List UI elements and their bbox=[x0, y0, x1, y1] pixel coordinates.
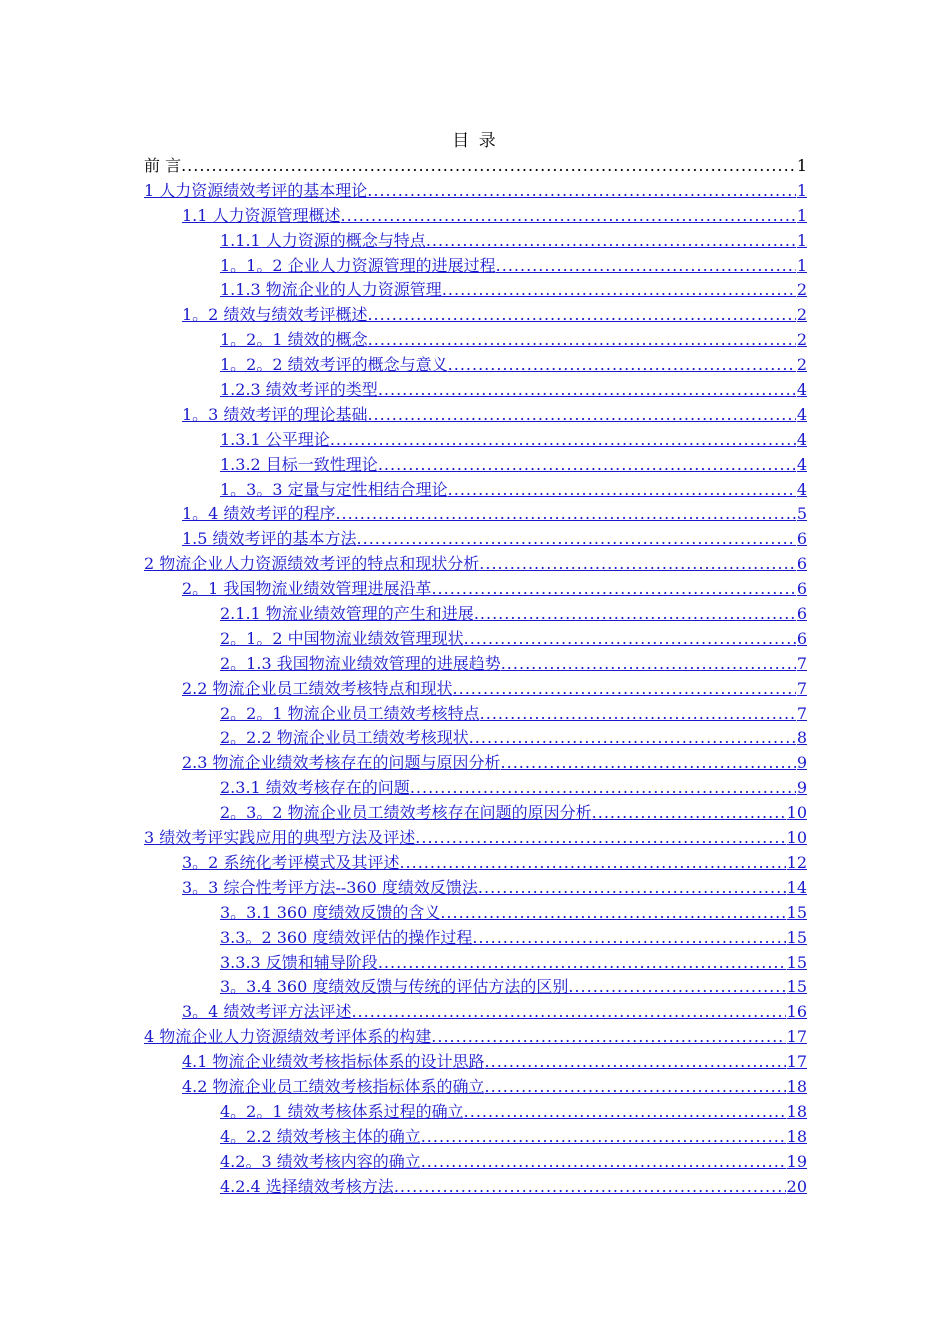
toc-entry-label: 3。3.1 360 度绩效反馈的含义 bbox=[220, 902, 441, 922]
dot-leader bbox=[501, 652, 796, 677]
toc-entry-label: 2。2.2 物流企业员工绩效考核现状 bbox=[220, 728, 469, 748]
toc-entry[interactable] bbox=[144, 1000, 807, 1025]
toc-entry[interactable] bbox=[144, 1050, 807, 1075]
toc-entry[interactable] bbox=[144, 1175, 807, 1200]
toc-entry[interactable] bbox=[144, 801, 807, 826]
toc-entry[interactable] bbox=[144, 826, 807, 851]
toc-entry[interactable] bbox=[144, 453, 807, 478]
toc-entry-label: 1.5 绩效考评的基本方法 bbox=[182, 529, 357, 549]
dot-leader bbox=[478, 876, 786, 901]
toc-entry-page-number: 7 bbox=[796, 703, 807, 723]
toc-entry-page-number: 1 bbox=[796, 230, 807, 250]
toc-entry[interactable] bbox=[144, 975, 807, 1000]
dot-leader bbox=[181, 154, 796, 179]
toc-entry-label: 3.3。2 360 度绩效评估的操作过程 bbox=[220, 927, 473, 947]
toc-entry-label: 4.2 物流企业员工绩效考核指标体系的确立 bbox=[182, 1076, 485, 1096]
toc-entry-label: 3.3.3 反馈和辅导阶段 bbox=[220, 952, 378, 972]
toc-entry[interactable] bbox=[144, 328, 807, 353]
toc-entry-label: 4.2.4 选择绩效考核方法 bbox=[220, 1176, 394, 1196]
toc-entry-page-number: 16 bbox=[786, 1002, 807, 1022]
toc-entry-label: 1。4 绩效考评的程序 bbox=[182, 504, 336, 524]
toc-entry bbox=[144, 154, 807, 179]
toc-entry[interactable] bbox=[144, 577, 807, 602]
toc-entry-page-number: 1 bbox=[796, 255, 807, 275]
toc-entry[interactable] bbox=[144, 552, 807, 577]
toc-entry-label: 前 言 bbox=[144, 156, 182, 175]
toc-entry-page-number: 4 bbox=[796, 380, 807, 400]
toc-entry-page-number: 4 bbox=[796, 429, 807, 449]
dot-leader bbox=[421, 1125, 786, 1150]
dot-leader bbox=[464, 627, 796, 652]
toc-entry-page-number: 9 bbox=[796, 778, 807, 798]
dot-leader bbox=[368, 328, 796, 353]
dot-leader bbox=[378, 951, 786, 976]
toc-entry-label: 3。3.4 360 度绩效反馈与传统的评估方法的区别 bbox=[220, 977, 569, 997]
toc-entry[interactable] bbox=[144, 254, 807, 279]
dot-leader bbox=[485, 1075, 786, 1100]
toc-entry-page-number: 18 bbox=[786, 1126, 807, 1146]
toc-entry-page-number: 20 bbox=[786, 1176, 807, 1196]
toc-entry-page-number: 7 bbox=[796, 678, 807, 698]
toc-entry-label: 2。1 我国物流业绩效管理进展沿革 bbox=[182, 579, 432, 599]
toc-entry-label: 1.2.3 绩效考评的类型 bbox=[220, 380, 378, 400]
toc-entry-label: 1。3 绩效考评的理论基础 bbox=[182, 404, 368, 424]
toc-entry-page-number: 12 bbox=[786, 852, 807, 872]
toc-entry-page-number: 10 bbox=[786, 828, 807, 848]
dot-leader bbox=[335, 502, 795, 527]
toc-entry-page-number: 17 bbox=[786, 1052, 807, 1072]
toc-entry-page-number: 8 bbox=[796, 728, 807, 748]
toc-entry[interactable] bbox=[144, 204, 807, 229]
dot-leader bbox=[351, 1000, 785, 1025]
dot-leader bbox=[431, 1025, 785, 1050]
dot-leader bbox=[426, 229, 796, 254]
toc-entry-page-number: 2 bbox=[796, 280, 807, 300]
toc-entry-label: 1。1。2 企业人力资源管理的进展过程 bbox=[220, 255, 496, 275]
toc-entry-page-number: 9 bbox=[796, 753, 807, 773]
toc-entry-page-number: 6 bbox=[796, 628, 807, 648]
dot-leader bbox=[469, 726, 796, 751]
toc-entry-page-number: 1 bbox=[796, 205, 807, 225]
toc-entry-label: 2.2 物流企业员工绩效考核特点和现状 bbox=[182, 678, 453, 698]
toc-entry-page-number: 2 bbox=[796, 355, 807, 375]
toc-entry-label: 2 物流企业人力资源绩效考评的特点和现状分析 bbox=[144, 554, 480, 574]
toc-entry-page-number: 2 bbox=[796, 305, 807, 325]
toc-entry-page-number: 4 bbox=[796, 479, 807, 499]
dot-leader bbox=[431, 577, 795, 602]
dot-leader bbox=[367, 403, 795, 428]
dot-leader bbox=[485, 1050, 786, 1075]
toc-entry-page-number: 1 bbox=[796, 180, 807, 200]
toc-entry[interactable] bbox=[144, 353, 807, 378]
toc-entry[interactable] bbox=[144, 378, 807, 403]
dot-leader bbox=[472, 926, 785, 951]
dot-leader bbox=[474, 602, 796, 627]
dot-leader bbox=[378, 453, 796, 478]
toc-entry[interactable] bbox=[144, 179, 807, 204]
toc-entry-page-number: 1 bbox=[796, 156, 807, 175]
toc-entry-page-number: 15 bbox=[786, 927, 807, 947]
toc-entry-page-number: 6 bbox=[796, 579, 807, 599]
toc-entry-label: 3。2 系统化考评模式及其评述 bbox=[182, 852, 400, 872]
toc-entry-label: 2。2。1 物流企业员工绩效考核特点 bbox=[220, 703, 480, 723]
dot-leader bbox=[480, 702, 796, 727]
dot-leader bbox=[421, 1150, 786, 1175]
dot-leader bbox=[330, 428, 796, 453]
toc-entry[interactable] bbox=[144, 652, 807, 677]
table-of-contents bbox=[144, 154, 807, 1199]
toc-entry[interactable] bbox=[144, 926, 807, 951]
dot-leader bbox=[357, 527, 796, 552]
toc-entry[interactable] bbox=[144, 751, 807, 776]
toc-entry-page-number: 5 bbox=[796, 504, 807, 524]
toc-entry-page-number: 6 bbox=[796, 529, 807, 549]
toc-entry-page-number: 18 bbox=[786, 1076, 807, 1096]
toc-entry-label: 1.3.1 公平理论 bbox=[220, 429, 330, 449]
dot-leader bbox=[440, 901, 785, 926]
toc-entry-page-number: 14 bbox=[786, 877, 807, 897]
toc-entry-label: 4.2。3 绩效考核内容的确立 bbox=[220, 1151, 421, 1171]
toc-entry-page-number: 19 bbox=[786, 1151, 807, 1171]
toc-entry[interactable] bbox=[144, 1100, 807, 1125]
dot-leader bbox=[592, 801, 786, 826]
toc-entry-label: 2.3.1 绩效考核存在的问题 bbox=[220, 778, 410, 798]
toc-entry-label: 3。4 绩效考评方法评述 bbox=[182, 1002, 352, 1022]
toc-entry-page-number: 7 bbox=[796, 653, 807, 673]
toc-entry-page-number: 4 bbox=[796, 454, 807, 474]
toc-entry-page-number: 18 bbox=[786, 1101, 807, 1121]
dot-leader bbox=[378, 378, 796, 403]
toc-entry[interactable] bbox=[144, 702, 807, 727]
toc-entry-page-number: 17 bbox=[786, 1027, 807, 1047]
toc-entry[interactable] bbox=[144, 1075, 807, 1100]
toc-entry[interactable] bbox=[144, 776, 807, 801]
toc-entry[interactable] bbox=[144, 403, 807, 428]
toc-entry[interactable] bbox=[144, 627, 807, 652]
dot-leader bbox=[448, 478, 796, 503]
toc-entry[interactable] bbox=[144, 428, 807, 453]
toc-entry[interactable] bbox=[144, 527, 807, 552]
toc-entry[interactable] bbox=[144, 876, 807, 901]
toc-entry[interactable] bbox=[144, 278, 807, 303]
dot-leader bbox=[464, 1100, 786, 1125]
toc-entry-label: 1。2。1 绩效的概念 bbox=[220, 330, 368, 350]
toc-entry-label: 4。2.2 绩效考核主体的确立 bbox=[220, 1126, 421, 1146]
toc-entry[interactable] bbox=[144, 1125, 807, 1150]
dot-leader bbox=[367, 303, 795, 328]
toc-entry-page-number: 15 bbox=[786, 977, 807, 997]
dot-leader bbox=[410, 776, 796, 801]
toc-entry-label: 1。2。2 绩效考评的概念与意义 bbox=[220, 355, 448, 375]
toc-entry[interactable] bbox=[144, 901, 807, 926]
toc-entry-label: 3。3 综合性考评方法--360 度绩效反馈法 bbox=[182, 877, 478, 897]
toc-entry-label: 3 绩效考评实践应用的典型方法及评述 bbox=[144, 828, 416, 848]
toc-entry-label: 2。3。2 物流企业员工绩效考核存在问题的原因分析 bbox=[220, 803, 592, 823]
toc-entry[interactable] bbox=[144, 1150, 807, 1175]
dot-leader bbox=[415, 826, 785, 851]
toc-entry[interactable] bbox=[144, 303, 807, 328]
toc-entry-page-number: 6 bbox=[796, 604, 807, 624]
toc-entry-label: 1。2 绩效与绩效考评概述 bbox=[182, 305, 368, 325]
toc-entry-page-number: 2 bbox=[796, 330, 807, 350]
toc-entry-label: 4 物流企业人力资源绩效考评体系的构建 bbox=[144, 1027, 432, 1047]
dot-leader bbox=[341, 204, 796, 229]
toc-entry-label: 4.1 物流企业绩效考核指标体系的设计思路 bbox=[182, 1052, 485, 1072]
toc-entry[interactable] bbox=[144, 726, 807, 751]
dot-leader bbox=[496, 254, 796, 279]
dot-leader bbox=[367, 179, 796, 204]
toc-entry-label: 2.3 物流企业绩效考核存在的问题与原因分析 bbox=[182, 753, 501, 773]
toc-entry-label: 1.1.3 物流企业的人力资源管理 bbox=[220, 280, 442, 300]
toc-entry[interactable] bbox=[144, 502, 807, 527]
toc-entry-label: 2。1。2 中国物流业绩效管理现状 bbox=[220, 628, 464, 648]
toc-title: 目 录 bbox=[452, 131, 498, 151]
toc-entry[interactable] bbox=[144, 851, 807, 876]
toc-entry[interactable] bbox=[144, 229, 807, 254]
toc-entry[interactable] bbox=[144, 478, 807, 503]
toc-entry-label: 1。3。3 定量与定性相结合理论 bbox=[220, 479, 448, 499]
toc-entry-label: 1.1 人力资源管理概述 bbox=[182, 205, 341, 225]
toc-entry[interactable] bbox=[144, 677, 807, 702]
toc-entry[interactable] bbox=[144, 1025, 807, 1050]
toc-entry-page-number: 4 bbox=[796, 404, 807, 424]
toc-entry-page-number: 10 bbox=[786, 803, 807, 823]
dot-leader bbox=[453, 677, 796, 702]
toc-entry[interactable] bbox=[144, 951, 807, 976]
toc-entry-page-number: 15 bbox=[786, 952, 807, 972]
dot-leader bbox=[501, 751, 796, 776]
toc-entry-label: 2.1.1 物流业绩效管理的产生和进展 bbox=[220, 604, 474, 624]
dot-leader bbox=[568, 975, 785, 1000]
dot-leader bbox=[399, 851, 785, 876]
dot-leader bbox=[479, 552, 796, 577]
toc-entry-page-number: 6 bbox=[796, 554, 807, 574]
toc-entry-label: 1.1.1 人力资源的概念与特点 bbox=[220, 230, 426, 250]
dot-leader bbox=[448, 353, 796, 378]
toc-entry-label: 1 人力资源绩效考评的基本理论 bbox=[144, 180, 368, 200]
toc-entry-label: 1.3.2 目标一致性理论 bbox=[220, 454, 378, 474]
dot-leader bbox=[394, 1175, 786, 1200]
toc-entry-page-number: 15 bbox=[786, 902, 807, 922]
toc-entry-label: 4。2。1 绩效考核体系过程的确立 bbox=[220, 1101, 464, 1121]
dot-leader bbox=[442, 278, 796, 303]
toc-entry[interactable] bbox=[144, 602, 807, 627]
toc-entry-label: 2。1.3 我国物流业绩效管理的进展趋势 bbox=[220, 653, 501, 673]
